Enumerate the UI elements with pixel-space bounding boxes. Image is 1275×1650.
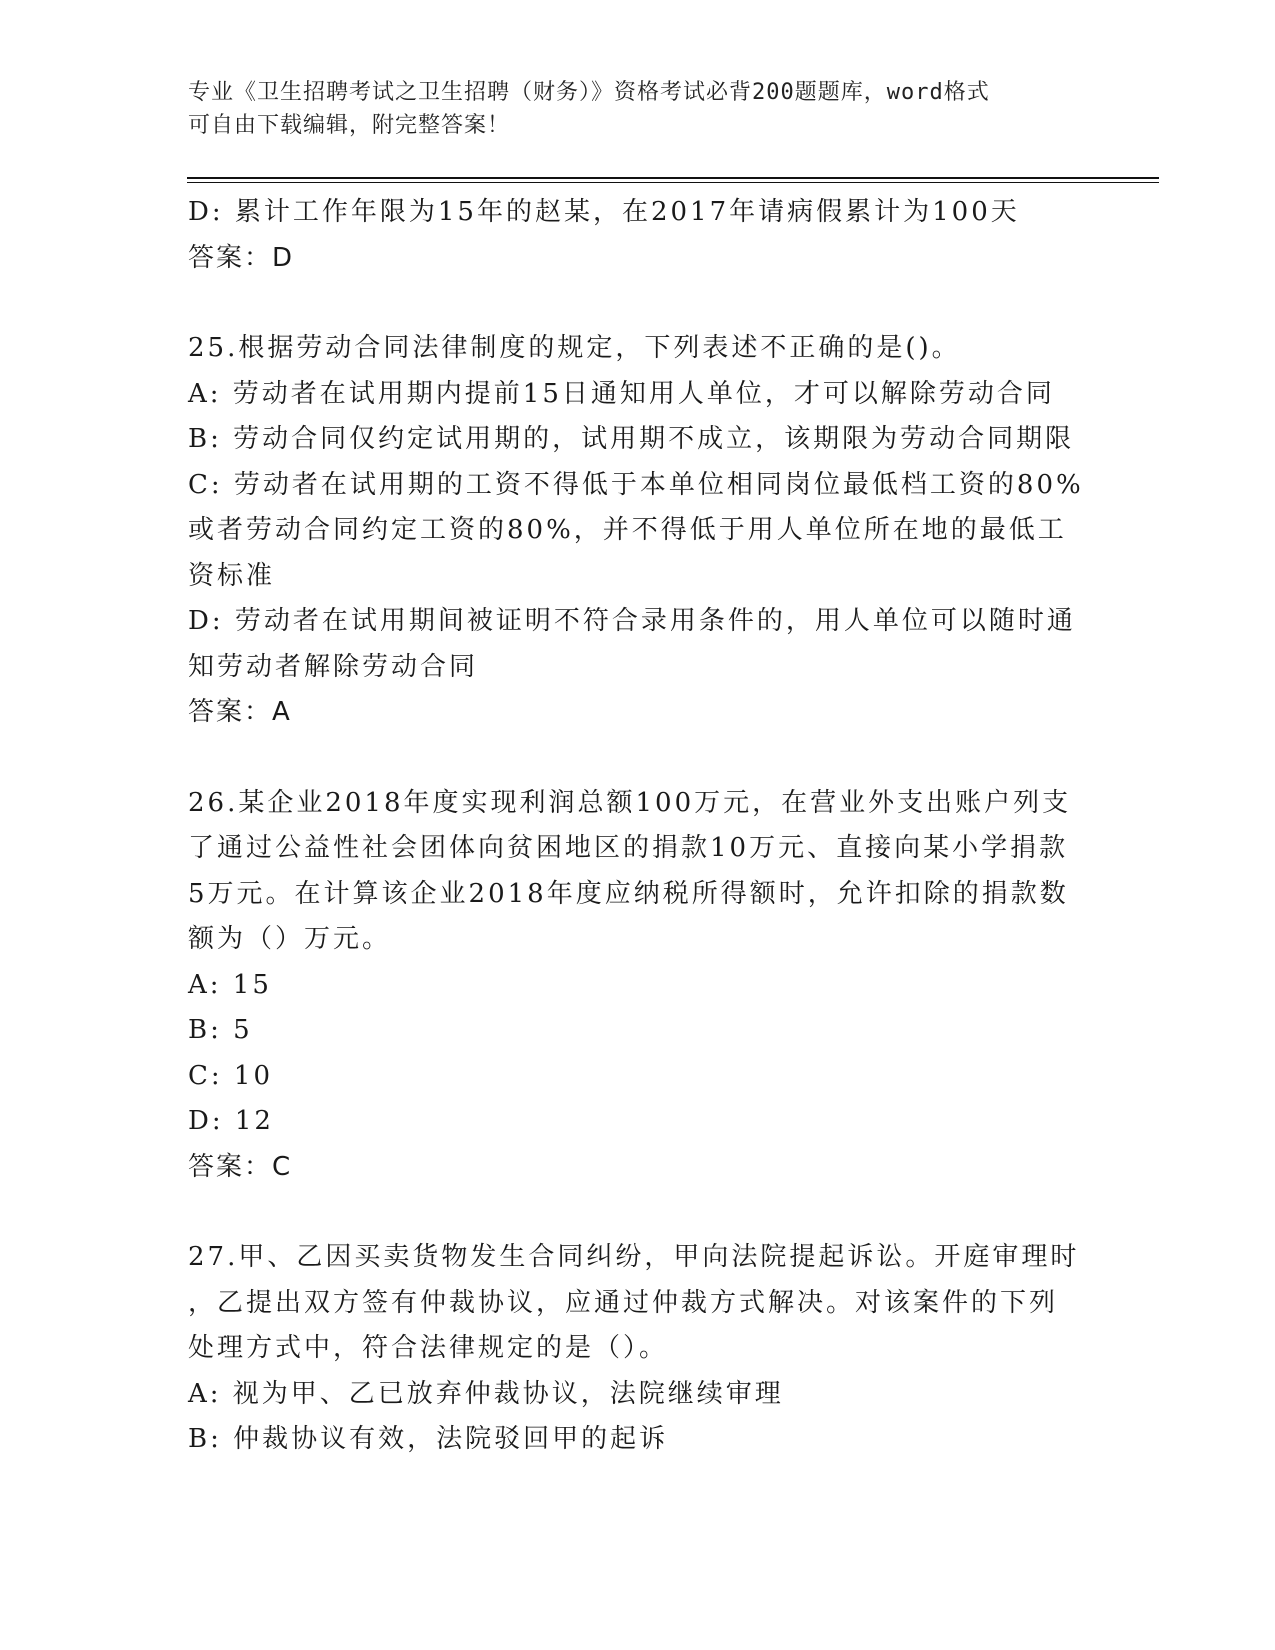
question-stem-continued: ，乙提出双方签有仲裁协议，应通过仲裁方式解决。对该案件的下列 bbox=[188, 1287, 1059, 1318]
answer: 答案：D bbox=[188, 242, 295, 273]
previous-question-tail bbox=[188, 190, 1088, 281]
option-b: B: 劳动合同仅约定试用期的，试用期不成立，该期限为劳动合同期限 bbox=[188, 424, 1075, 454]
question-stem-continued: 了通过公益性社会团体向贫困地区的捐款10万元、直接向某小学捐款 bbox=[188, 833, 1069, 863]
question-stem: 27.甲、乙因买卖货物发生合同纠纷，甲向法院提起诉讼。开庭审理时 bbox=[188, 1242, 1080, 1272]
option-b: B: 5 bbox=[188, 1015, 253, 1045]
question-stem-continued: 额为（）万元。 bbox=[188, 924, 392, 954]
spacer bbox=[188, 281, 1088, 326]
document-header bbox=[188, 76, 1088, 142]
option-a: A: 劳动者在试用期内提前15日通知用人单位，才可以解除劳动合同 bbox=[188, 378, 1055, 409]
option-d-continued: 知劳动者解除劳动合同 bbox=[188, 651, 479, 682]
option-c-continued: 或者劳动合同约定工资的80%，并不得低于用人单位所在地的最低工 bbox=[188, 515, 1067, 545]
option-a: A: 15 bbox=[188, 969, 272, 1000]
header-rule-thin bbox=[187, 182, 1159, 183]
spacer bbox=[188, 1190, 1088, 1235]
answer: 答案：C bbox=[188, 1151, 293, 1182]
document-body bbox=[188, 190, 1088, 1463]
question-stem-continued: 处理方式中，符合法律规定的是（）。 bbox=[188, 1333, 669, 1363]
question-stem: 26.某企业2018年度实现利润总额100万元，在营业外支出账户列支 bbox=[188, 787, 1072, 818]
option-d: D: 劳动者在试用期间被证明不符合录用条件的，用人单位可以随时通 bbox=[188, 606, 1076, 636]
question-26 bbox=[188, 781, 1088, 1191]
option-c: C: 10 bbox=[188, 1060, 274, 1091]
option-c-continued: 资标准 bbox=[188, 560, 276, 591]
answer: 答案：A bbox=[188, 697, 292, 727]
question-stem-continued: 5万元。在计算该企业2018年度应纳税所得额时，允许扣除的捐款数 bbox=[188, 878, 1069, 909]
question-27 bbox=[188, 1235, 1088, 1463]
question-25 bbox=[188, 326, 1088, 736]
header-line-2: 可自由下载编辑，附完整答案！ bbox=[188, 113, 511, 138]
option-d: D: 累计工作年限为15年的赵某，在2017年请病假累计为100天 bbox=[188, 197, 1020, 227]
question-stem: 25.根据劳动合同法律制度的规定，下列表述不正确的是()。 bbox=[188, 333, 961, 363]
option-b: B: 仲裁协议有效，法院驳回甲的起诉 bbox=[188, 1424, 669, 1454]
option-d: D: 12 bbox=[188, 1106, 274, 1136]
header-line-1: 专业《卫生招聘考试之卫生招聘（财务）》资格考试必背200题题库，word格式 bbox=[188, 80, 990, 105]
spacer bbox=[188, 736, 1088, 781]
header-rule-thick bbox=[187, 177, 1159, 179]
option-a: A: 视为甲、乙已放弃仲裁协议，法院继续审理 bbox=[188, 1378, 784, 1409]
option-c: C: 劳动者在试用期的工资不得低于本单位相同岗位最低档工资的80% bbox=[188, 469, 1084, 500]
